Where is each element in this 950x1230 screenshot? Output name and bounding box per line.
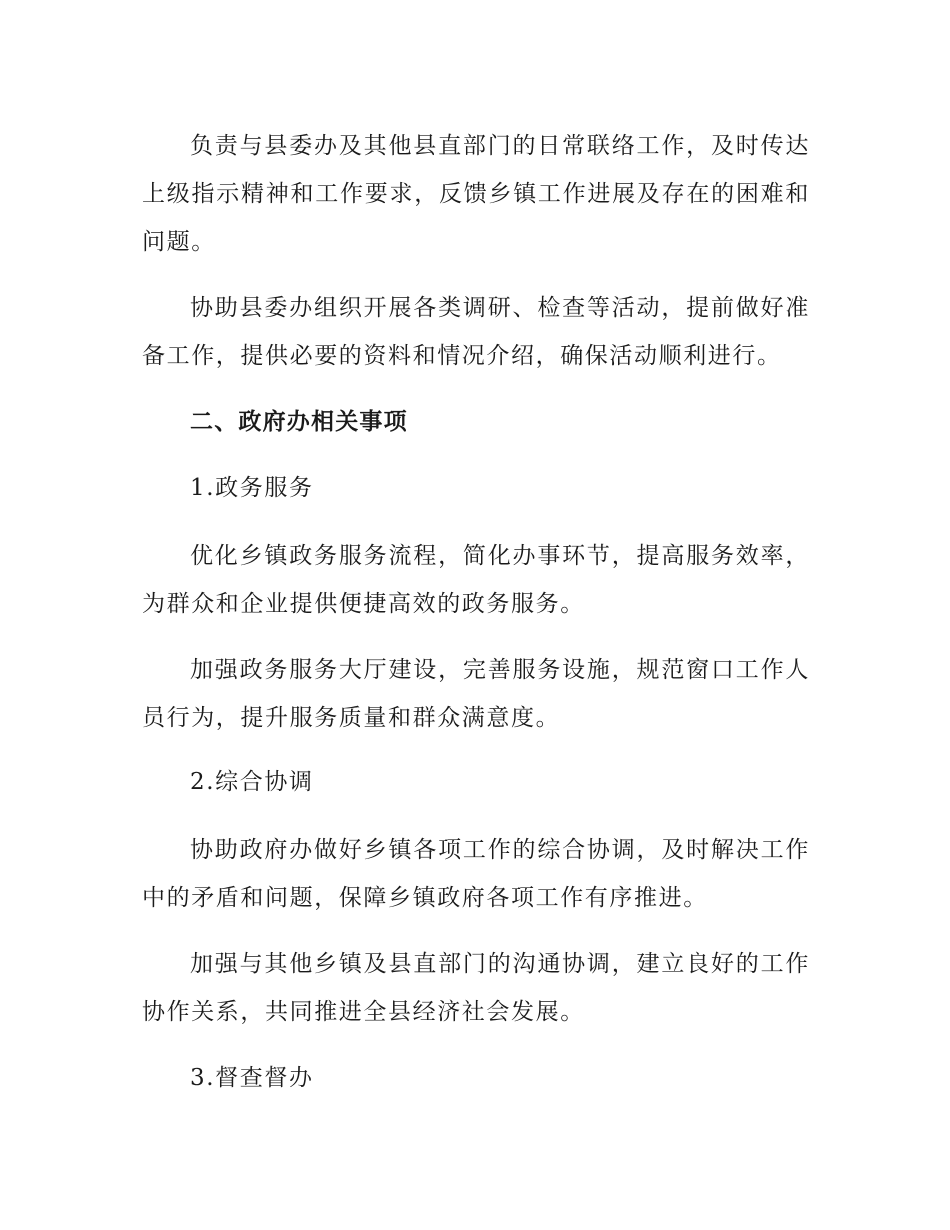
section-heading-government-office: 二、政府办相关事项 xyxy=(190,409,408,435)
paragraph-assist-coordination: 协助政府办做好乡镇各项工作的综合协调，及时解决工作中的矛盾和问题，保障乡镇政府各项工作有序推进。 xyxy=(142,837,810,911)
subsection-title-government-services: 1.政务服务 xyxy=(190,475,314,501)
subsection-title-supervision: 3.督查督办 xyxy=(190,1065,314,1091)
paragraph-service-hall: 加强政务服务大厅建设，完善服务设施，规范窗口工作人员行为，提升服务质量和群众满意度。 xyxy=(142,657,810,731)
paragraph-research-assistance: 协助县委办组织开展各类调研、检查等活动，提前做好准备工作，提供必要的资料和情况介绍，确保活动顺利进行。 xyxy=(142,295,810,369)
paragraph-optimize-services: 优化乡镇政务服务流程，简化办事环节，提高服务效率，为群众和企业提供便捷高效的政务服务。 xyxy=(142,543,810,617)
subsection-title-coordination: 2.综合协调 xyxy=(190,769,314,795)
paragraph-liaison: 负责与县委办及其他县直部门的日常联络工作，及时传达上级指示精神和工作要求，反馈乡镇工作进展及存在的困难和问题。 xyxy=(142,133,810,255)
paragraph-communication: 加强与其他乡镇及县直部门的沟通协调，建立良好的工作协作关系，共同推进全县经济社会发展。 xyxy=(142,951,810,1025)
